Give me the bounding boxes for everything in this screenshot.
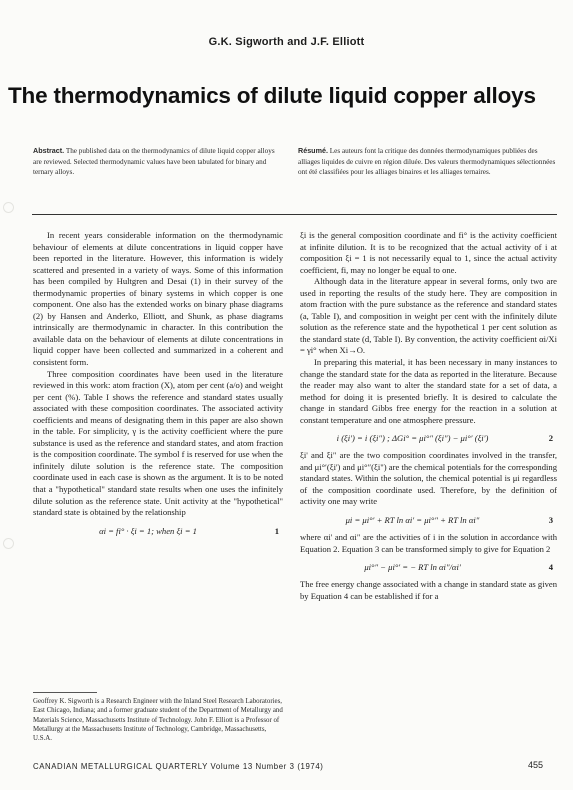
abstract-french <box>298 146 556 178</box>
equation-1 <box>33 519 283 543</box>
equation-number: 2 <box>548 433 553 444</box>
paragraph: Although data in the literature appear in several forms, only two are used in reporting the results of the study here. They are composition in atom fraction with the pure substance as the reference and standard states (a, Table I), and composition in weight per cent with the infinitely dilute solution as the reference state and the hypothetical 1 per cent solution as the standard state (d, Table I). By convention, the activity coefficient αi/Xi = γi° when Xi→O. <box>300 276 557 356</box>
paragraph: Three composition coordinates have been used in the literature reviewed in this work: atom fraction (X), atom per cent (a/o) and weight per cent (%). Table I shows the reference and standard states usually associated with these composition coordinates. The associated activity coefficients and means of designating them in this paper are also shown in the table. For simplicity, γ is the activity coefficient where the pure substance is used as the reference and standard states, and atom fraction is the composition coordinate. The symbol f is reserved for use when the infinitely dilute solution is the reference state. The composition coordinate used in each case is shown as the argument. It is to be noted that a "hypothetical" standard state results when one uses the infinitely dilute solution as the reference state. Unit activity at the "hypothetical" standard state is obtained by the relationship <box>33 368 283 518</box>
paragraph: ξi' and ξi" are the two composition coordinates involved in the transfer, and μi°′(ξi') and μi°″(ξi") are the chemical potentials for the corresponding standard states. Within the solution, the chemical potential is μi regardless of the composition coordinate used. Therefore, by the definition of activity one may write <box>300 450 557 507</box>
equation-4 <box>300 555 557 579</box>
right-column <box>300 230 557 602</box>
section-divider <box>32 214 557 215</box>
page-number: 455 <box>528 760 544 770</box>
equation-text: αi = fi° · ξi = 1; when ξi = 1 <box>99 525 197 536</box>
equation-number: 1 <box>274 525 279 536</box>
resume-label: Résumé. <box>298 146 328 155</box>
paragraph: The free energy change associated with a change in standard state as given by Equation 4 can be established if for a <box>300 579 557 601</box>
equation-2 <box>300 426 557 450</box>
equation-text: i (ξi') = i (ξi") ; ΔGi° = μi°″ (ξi") − μi°′ (ξi') <box>336 433 489 444</box>
resume-text: Les auteurs font la critique des données thermodynamiques publiées des alliages liquides de cuivre en région diluée. Des valeurs thermodynamiques sélectionnées ont été classifiées pour les alliages binaires et les alliages ternaires. <box>298 147 556 177</box>
equation-number: 3 <box>548 515 553 526</box>
paragraph: ξi is the general composition coordinate and fi° is the activity coefficient at infinite dilution. It is to be recognized that the actual activity of i at composition ξi = 1 is not necessarily equal to 1, since the actual activity coefficient, fi, may no longer be equal to one. <box>300 230 557 275</box>
binder-hole-mark <box>3 202 14 213</box>
binder-hole-mark <box>3 538 14 549</box>
article-title: The thermodynamics of dilute liquid copper alloys <box>8 83 536 108</box>
footnote-divider <box>33 692 97 693</box>
equation-number: 4 <box>548 562 553 573</box>
abstract-text: The published data on the thermodynamics of dilute liquid copper alloys are reviewed. Selected thermodynamic values have been tabulated for binary and ternary alloys. <box>33 147 275 177</box>
left-column <box>33 230 283 543</box>
equation-text: μi = μi°′ + RT ln αi' = μi°″ + RT ln αi" <box>345 515 480 526</box>
journal-footer: CANADIAN METALLURGICAL QUARTERLY Volume 13 Number 3 (1974) <box>33 762 324 771</box>
authors: G.K. Sigworth and J.F. Elliott <box>208 36 365 48</box>
author-footnote: Geoffrey K. Sigworth is a Research Engineer with the Inland Steel Research Laboratories, East Chicago, Indiana; and a former graduate student of the Department of Metallurgy and Materials Science, Massachusetts Institute of Technology. John F. Elliott is a Professor of Metallurgy at the Massachusetts Institute of Technology, Cambridge, Massachusetts, U.S.A. <box>33 698 283 743</box>
equation-3 <box>300 508 557 532</box>
abstract-label: Abstract. <box>33 146 65 155</box>
paragraph: In recent years considerable information on the thermodynamic behaviour of elements at dilute concentrations in liquid copper have been reported in the literature. However, this information is widely scattered and presented in a variety of ways. Some of this information has been compiled by Hultgren and Desai (1) in their survey of the thermodynamic properties of binary systems in which copper is one component. One also has the extended works on binary phase diagrams (2) by Hansen and Anderko, Elliott, and Shunk, as phase diagrams intrinsically are thermodynamic in character. In this contribution the available data on the behaviour of elements at dilute concentrations in liquid copper have been collected and summarized in a coherent and consistent form. <box>33 230 283 368</box>
abstract-english <box>33 146 285 178</box>
paragraph: In preparing this material, it has been necessary in many instances to change the standard state for the data as reported in the literature. Because the reader may also want to alter the standard state for a set of data, a method for doing it is presented briefly. It is desired to calculate the change in standard Gibbs free energy for the reaction in a solution at constant temperature and one atmosphere pressure. <box>300 357 557 425</box>
paragraph: where αi' and αi" are the activities of i in the solution in accordance with Equation 2. Equation 3 can be transformed simply to give for Equation 2 <box>300 532 557 554</box>
equation-text: μi°″ − μi°′ = − RT ln αi"/αi' <box>364 562 461 573</box>
